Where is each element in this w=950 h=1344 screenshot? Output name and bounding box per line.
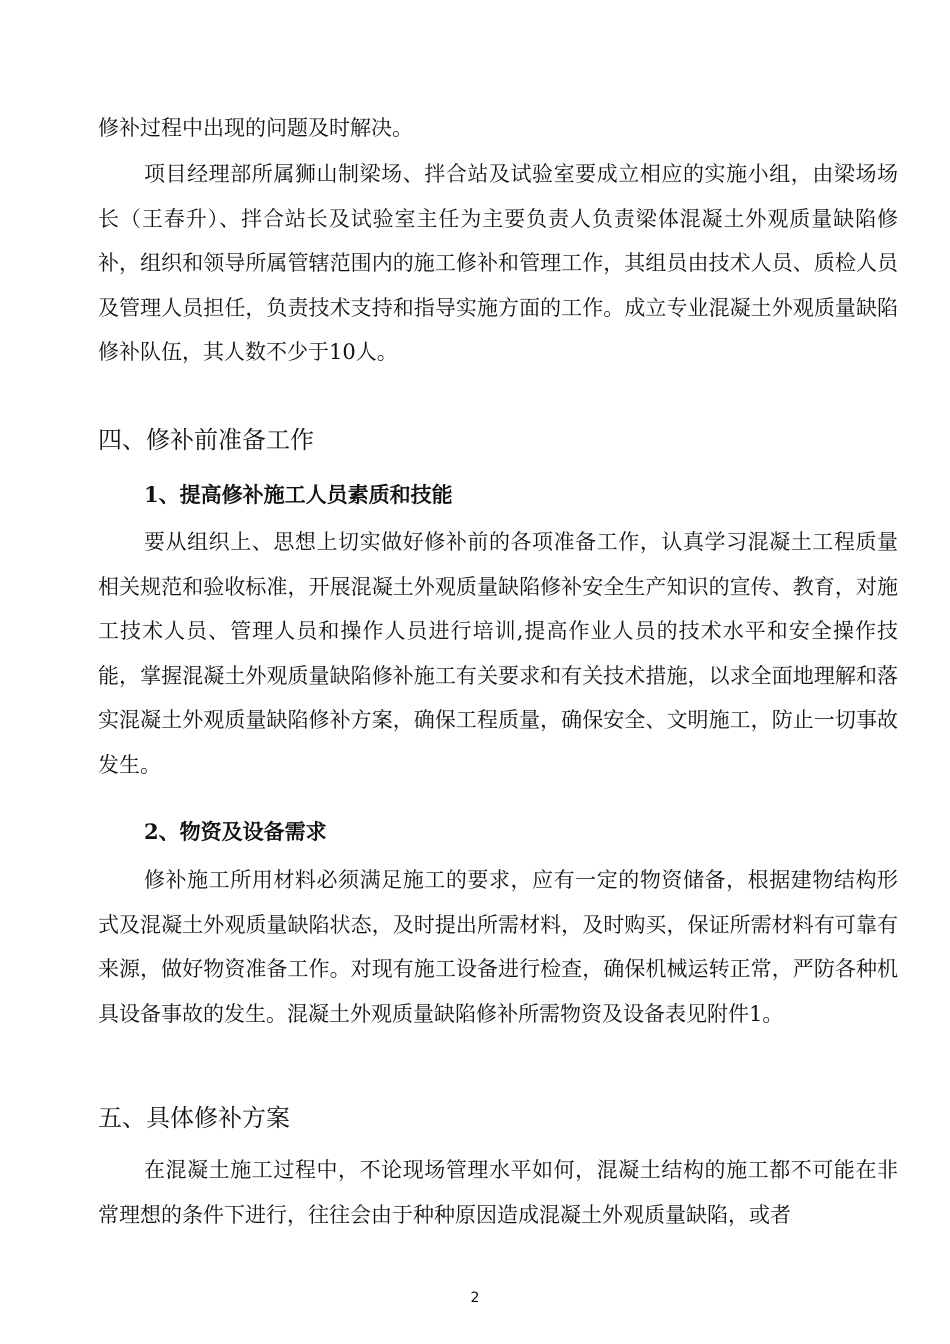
section-heading-4: 四、修补前准备工作 [98, 426, 314, 454]
paragraph-personnel-training: 要从组织上、思想上切实做好修补前的各项准备工作，认真学习混凝土工程质量相关规范和验收标准，开展混凝土外观质量缺陷修补安全生产知识的宣传、教育，对施工技术人员、管理人员和操作人员进行培训,提高作业人员的技术水平和安全操作技能，掌握混凝土外观质量缺陷修补施工有关要求和有关技术措施，以求全面地理解和落实混凝土外观质量缺陷修补方案，确保工程质量，确保安全、文明施工，防止一切事故发生。 [98, 530, 898, 777]
paragraph-continuation: 修补过程中出现的问题及时解决。 [98, 116, 413, 140]
paragraph-repair-plan: 在混凝土施工过程中，不论现场管理水平如何，混凝土结构的施工都不可能在非常理想的条件下进行，往往会由于种种原因造成混凝土外观质量缺陷，或者 [98, 1158, 898, 1227]
section-heading-5: 五、具体修补方案 [98, 1104, 290, 1132]
paragraph-materials-equipment: 修补施工所用材料必须满足施工的要求，应有一定的物资储备，根据建物结构形式及混凝土外观质量缺陷状态，及时提出所需材料，及时购买，保证所需材料有可靠有来源，做好物资准备工作。对现有施工设备进行检查，确保机械运转正常，严防各种机具设备事故的发生。混凝土外观质量缺陷修补所需物资及设备表见附件1。 [98, 868, 898, 1026]
page-number: 2 [470, 1290, 480, 1306]
subheading-2: 2、物资及设备需求 [144, 819, 327, 844]
paragraph-implementation-team: 项目经理部所属狮山制梁场、拌合站及试验室要成立相应的实施小组，由梁场场长（王春升）、拌合站长及试验室主任为主要负责人负责梁体混凝土外观质量缺陷修补，组织和领导所属管辖范围内的施工修补和管理工作，其组员由技术人员、质检人员及管理人员担任，负责技术支持和指导实施方面的工作。成立专业混凝土外观质量缺陷修补队伍，其人数不少于10人。 [98, 162, 898, 365]
subheading-1: 1、提高修补施工人员素质和技能 [144, 482, 453, 507]
